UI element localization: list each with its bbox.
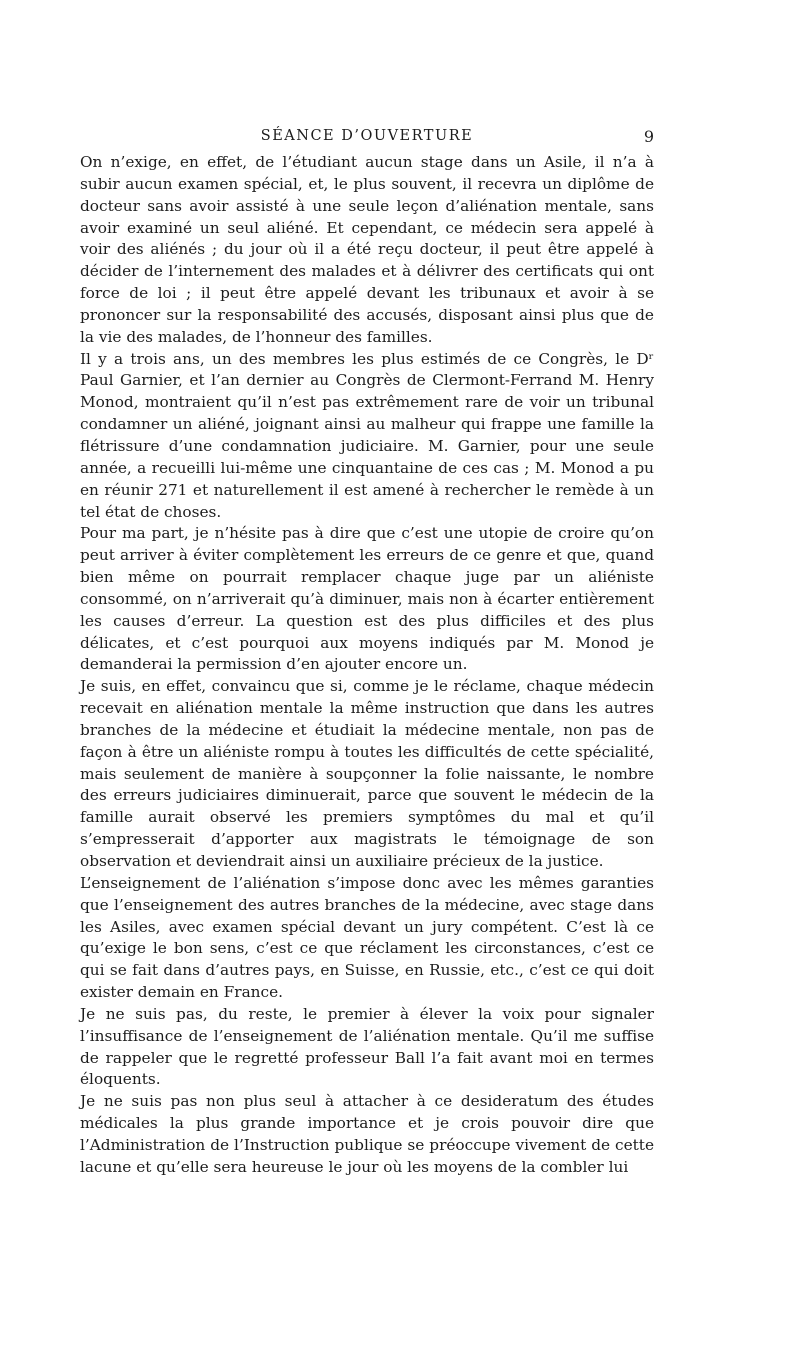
paragraph: Il y a trois ans, un des membres les plus estimés de ce Congrès, le Dʳ Paul Garnier, et l’an dernier au Congrès de Clermont-Ferrand M. Henry Monod, montraient qu’il n’est pas extrêmement rare de voir un tribunal condamner un aliéné, joignant ainsi au malheur qui frappe une famille la flétrissure d’une condamnation judiciaire. M. Garnier, pour une seule année, a recueilli lui-même une cinquantaine de ces cas ; M. Monod a pu en réunir 271 et naturellement il est amené à rechercher le remède à un tel état de choses.	[80, 349, 654, 521]
page-header	[80, 128, 654, 148]
paragraph: Je ne suis pas, du reste, le premier à élever la voix pour signaler l’insuffisance de l’enseignement de l’aliénation mentale. Qu’il me suffise de rappeler que le regretté professeur Ball l’a fait avant moi en termes éloquents.	[80, 1004, 654, 1089]
running-title: SÉANCE D’OUVERTURE	[260, 128, 474, 144]
page-number: 9	[643, 127, 654, 146]
book-page	[80, 128, 654, 1179]
paragraph: On n’exige, en effet, de l’étudiant aucun stage dans un Asile, il n’a à subir aucun examen spécial, et, le plus souvent, il recevra un diplôme de docteur sans avoir assisté à une seule leçon d’aliénation mentale, sans avoir examiné un seul aliéné. Et cependant, ce médecin sera appelé à voir des aliénés ; du jour où il a été reçu docteur, il peut être appelé à décider de l’internement des malades et à délivrer des certificats qui ont force de loi ; il peut être appelé devant les tribunaux et avoir à se prononcer sur la responsabilité des accusés, disposant ainsi plus que de la vie des malades, de l’honneur des familles.	[80, 153, 654, 346]
paragraph: Pour ma part, je n’hésite pas à dire que c’est une utopie de croire qu’on peut arriver à éviter complètement les erreurs de ce genre et que, quand bien même on pourrait remplacer chaque juge par un aliéniste consommé, on n’arriverait qu’à diminuer, mais non à écarter entièrement les causes d’erreur. La question est des plus difficiles et des plus délicates, et c’est pourquoi aux moyens indiqués par M. Monod je demanderai la permission d’en ajouter encore un.	[80, 524, 654, 674]
paragraph: Je suis, en effet, convaincu que si, comme je le réclame, chaque médecin recevait en aliénation mentale la même instruction que dans les autres branches de la médecine et étudiait la médecine mentale, non pas de façon à être un aliéniste rompu à toutes les difficultés de cette spécialité, mais seulement de manière à soupçonner la folie naissante, le nombre des erreurs judiciaires diminuerait, parce que souvent le médecin de la famille aurait observé les premiers symptômes du mal et qu’il s’empresserait d’apporter aux magistrats le témoignage de son observation et deviendrait ainsi un auxiliaire précieux de la justice.	[80, 677, 654, 870]
body-text	[80, 152, 654, 1179]
paragraph: Je ne suis pas non plus seul à attacher à ce desideratum des études médicales la plus grande importance et je crois pouvoir dire que l’Administration de l’Instruction publique se préoccupe vivement de cette lacune et qu’elle sera heureuse le jour où les moyens de la combler lui	[80, 1092, 654, 1176]
paragraph: L’enseignement de l’aliénation s’impose donc avec les mêmes garanties que l’enseignement des autres branches de la médecine, avec stage dans les Asiles, avec examen spécial devant un jury compétent. C’est là ce qu’exige le bon sens, c’est ce que réclament les circonstances, c’est ce qui se fait dans d’autres pays, en Suisse, en Russie, etc., c’est ce qui doit exister demain en France.	[80, 873, 654, 1002]
